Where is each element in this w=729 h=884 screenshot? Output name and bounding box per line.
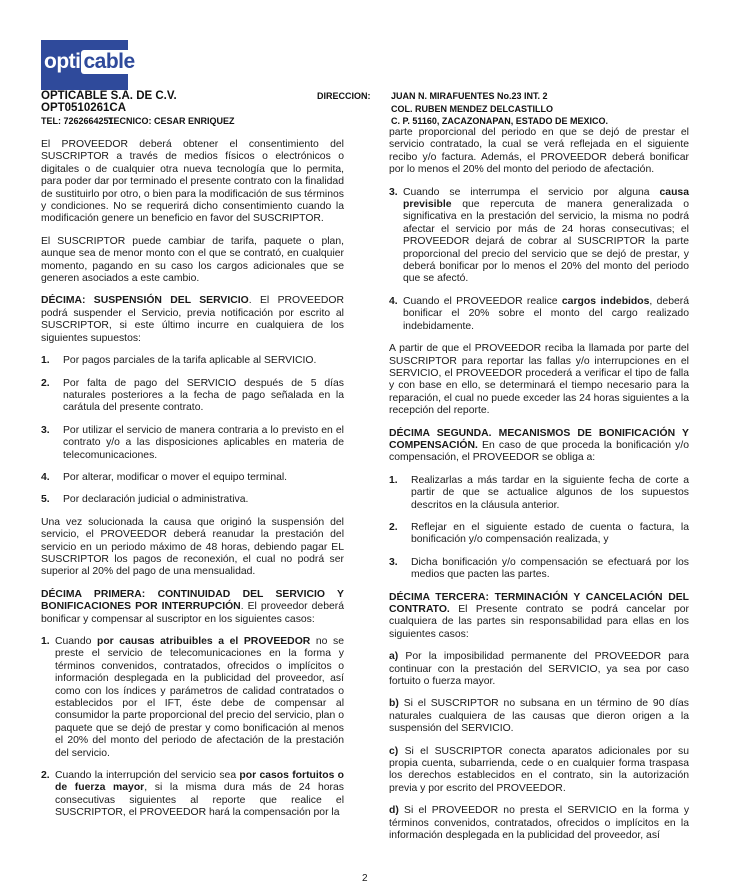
- list-item: [41, 378, 344, 415]
- company-phone: TEL: 7262664251: [41, 116, 114, 126]
- list-item-text: Cuando el PROVEEDOR realice: [403, 295, 562, 307]
- list-item-number: 2.: [389, 521, 398, 533]
- list-item: [389, 187, 689, 286]
- clause-decima-segunda-title: DÉCIMA SEGUNDA. MECANISMOS DE BONIFICACIÓN Y COMPENSACIÓN.: [389, 427, 689, 451]
- address-line-3: C. P. 51160, ZACAZONAPAN, ESTADO DE MEXICO.: [391, 116, 609, 126]
- logo-text-opti: opti: [44, 50, 81, 73]
- right-column: [389, 127, 689, 853]
- list-item: [41, 355, 344, 367]
- case-text: Si el SUSCRIPTOR conecta aparatos adicionales por su propia cuenta, subarrienda, cede o en cualquier forma traspasa los derechos establecidos en el contrato, sin la autorización previa y por escrito del PROVEEDOR.: [389, 745, 690, 794]
- list-item-number: 5.: [41, 494, 50, 506]
- list-item-number: 1.: [41, 636, 50, 647]
- clause-decima-tercera-text: El Presente contrato se podrá cancelar por cualquiera de las partes sin responsabilidad para ellas en los siguientes casos:: [389, 604, 689, 640]
- list-item: [389, 475, 689, 512]
- list-item-number: 3.: [389, 186, 398, 198]
- address-line-1: JUAN N. MIRAFUENTES No.23 INT. 2: [391, 91, 548, 101]
- address-line-2: COL. RUBEN MENDEZ DELCASTILLO: [391, 104, 553, 114]
- continued-paragraph: parte proporcional del periodo en que se dejó de prestar el servicio contratado, la cual se verá reflejada en el siguiente recibo y/o factura. Además, el PROVEEDOR deberá bonificar por lo menos el 20% del monto del periodo de afectación.: [389, 127, 689, 176]
- case-d: [389, 805, 689, 842]
- list-item-text: , si la misma dura más de 24 horas consecutivas siguientes al reporte que realice el SUSCRIPTOR, el PROVEEDOR hará la compensación por la: [55, 782, 344, 819]
- list-item-bold-text: cargos indebidos: [561, 295, 650, 307]
- list-item-text: Por pagos parciales de la tarifa aplicable al SERVICIO.: [63, 355, 317, 367]
- case-label: a): [389, 651, 399, 663]
- list-item-number: 1.: [389, 474, 398, 486]
- technician-name: TECNICO: CESAR ENRIQUEZ: [108, 116, 235, 126]
- list-item-text: Cuando se interrumpa el servicio por alguna: [403, 186, 660, 198]
- list-item: [41, 494, 344, 506]
- list-item: [41, 472, 344, 484]
- clause-decima-tercera-title: DÉCIMA TERCERA: TERMINACIÓN Y CANCELACIÓN DEL CONTRATO.: [389, 591, 689, 615]
- page-number: 2: [362, 873, 368, 884]
- clause-decima-text: . El PROVEEDOR podrá suspender el Servicio, previa notificación por escrito al SUSCRIPTOR, si este último incurre en cualquiera de los siguientes supuestos:: [41, 295, 344, 344]
- logo-text-cable: cable: [83, 50, 135, 73]
- case-text: Si el SUSCRIPTOR no subsana en un término de 90 días naturales cualquiera de las causas que dieron origen a la suspensión del SERVICIO.: [389, 698, 689, 735]
- clause-decima-segunda-text: En caso de que proceda la bonificación y/o compensación, el PROVEEDOR se obliga a:: [389, 439, 689, 464]
- case-b: [389, 698, 689, 735]
- list-item-number: 3.: [389, 556, 398, 568]
- suspension-resolution-paragraph: Una vez solucionada la causa que originó la suspensión del servicio, el PROVEEDOR deberá reanudar la prestación del servicio en un periodo máximo de 48 horas, debiendo pagar EL SUSCRIPTOR los pagos de reconexión, el cual no podrá ser superior al 20% del pago de una mensualidad.: [41, 516, 344, 578]
- list-item-text: que repercuta de manera generalizada o significativa en la prestación del servicio, la misma no podrá afectar el servicio por más de 24 horas consecutivas; el PROVEEDOR dejará de cobrar al SUSCRIPTOR la parte proporcional del precio del servicio que se dejó de prestar, y deberá bonificar por lo menos el 20% del monto del periodo que se afectó.: [403, 199, 689, 285]
- list-item-text: Por declaración judicial o administrativa.: [63, 494, 249, 506]
- list-item-text: Dicha bonificación y/o compensación se efectuará por los medios que pacten las partes.: [411, 556, 689, 581]
- company-name: OPTICABLE S.A. DE C.V.: [41, 90, 177, 102]
- list-item-number: 4.: [389, 295, 398, 307]
- list-item-number: 2.: [41, 377, 50, 389]
- list-item: [41, 636, 344, 760]
- case-c: [389, 746, 689, 796]
- list-item: [389, 557, 689, 582]
- list-item-bold-text: por casos fortuitos o de fuerza mayor: [55, 770, 344, 794]
- list-item-text: Por alterar, modificar o mover el equipo terminal.: [63, 471, 288, 483]
- list-item: [41, 425, 344, 462]
- list-item-number: 3.: [41, 424, 50, 436]
- list-item-text: no se preste el servicio de telecomunicaciones en la forma y términos convenidos, contratados, ofrecidos o implícitos o información desplegada en la publicidad del proveedor, así como con los índices y parámetros de calidad contratados o establecidos por el IFT, éste debe de compensar al consumidor la parte proporcional del precio del servicio, plan o paquete que se dejó de prestar y como bonificación al menos el 20% del monto del periodo de afectación de la prestación del servicio.: [55, 636, 344, 759]
- clause-decima-primera-text: . El proveedor deberá bonificar y compensar al suscriptor en los siguientes casos:: [41, 601, 344, 625]
- list-item-number: 4.: [41, 471, 50, 483]
- company-rfc: OPT0510261CA: [41, 102, 127, 114]
- list-item-text: Reflejar en el siguiente estado de cuenta o factura, la bonificación y/o compensación realizada, y: [411, 521, 689, 546]
- case-label: d): [389, 805, 399, 817]
- list-item-text: Cuando: [55, 636, 97, 647]
- case-text: Si el PROVEEDOR no presta el SERVICIO en la forma y términos convenidos, contratados, ofrecidos o implícitos en la información desplegada en la publicidad del proveedor, así: [389, 805, 690, 842]
- report-paragraph: A partir de que el PROVEEDOR reciba la llamada por parte del SUSCRIPTOR para reportar las fallas y/o interrupciones en el SERVICIO, el PROVEEDOR procederá a verificar el tipo de falla y con base en ello, se determinará el tiempo necesario para la reparación, el cual no puede exceder las 24 horas siguientes a la recepción del reporte.: [389, 343, 689, 417]
- list-item-bold-text: por causas atribuibles a el PROVEEDOR: [96, 636, 311, 647]
- case-a: [389, 651, 689, 688]
- list-item-number: 1.: [41, 355, 50, 367]
- clause-decima: [41, 295, 344, 345]
- plan-change-paragraph: El SUSCRIPTOR puede cambiar de tarifa, paquete o plan, aunque sea de menor monto con el que se contrató, en cualquier momento, pagando en su caso los cargos adicionales que se generen asociados a este cambio.: [41, 235, 344, 285]
- case-label: b): [389, 698, 399, 710]
- list-item-text: Cuando la interrupción del servicio sea: [55, 770, 240, 782]
- clause-decima-primera: [41, 589, 344, 626]
- left-column: [41, 139, 344, 830]
- list-item-text: Realizarlas a más tardar en la siguiente fecha de corte a partir de que se actualice algunos de los supuestos descritos en la cláusula anterior.: [411, 474, 689, 511]
- list-item-text: Por utilizar el servicio de manera contraria a lo previsto en el contrato y/o a las disposiciones aplicables en materia de telecomunicaciones.: [63, 424, 344, 461]
- clause-decima-title: DÉCIMA: SUSPENSIÓN DEL SERVICIO: [41, 295, 249, 307]
- case-label: c): [389, 745, 399, 757]
- case-text: Por la imposibilidad permanente del PROVEEDOR para continuar con la prestación del SERVICIO, ya sea por caso fortuito o fuerza mayor.: [389, 651, 689, 688]
- list-item-bold-text: causa previsible: [403, 186, 689, 211]
- clause-decima-tercera: [389, 592, 689, 642]
- address-label: DIRECCION:: [317, 91, 371, 101]
- list-item-number: 2.: [41, 770, 50, 782]
- clause-decima-primera-title: DÉCIMA PRIMERA: CONTINUIDAD DEL SERVICIO Y BONIFICACIONES POR INTERRUPCIÓN: [41, 588, 344, 613]
- list-item: [41, 770, 344, 820]
- list-item: [389, 296, 689, 333]
- consent-paragraph: El PROVEEDOR deberá obtener el consentimiento del SUSCRIPTOR a través de medios físicos o electrónicos o digitales o de cualquier otra nueva tecnología que lo permita, para poder dar por terminado el presente contrato con la finalidad de sustituirlo por otro, o bien para la modificación de sus términos y condiciones. No se requerirá dicho consentimiento cuando la modificación genere un beneficio en favor del SUSCRIPTOR.: [41, 139, 344, 225]
- list-item-text: , deberá bonificar el 20% sobre el monto del cargo realizado indebidamente.: [403, 295, 689, 332]
- opticable-logo: [41, 40, 135, 90]
- list-item-text: Por falta de pago del SERVICIO después de 5 días naturales posteriores a la fecha de pago señalada en la carátula del presente contrato.: [63, 377, 344, 414]
- clause-decima-segunda: [389, 428, 689, 465]
- list-item: [389, 522, 689, 547]
